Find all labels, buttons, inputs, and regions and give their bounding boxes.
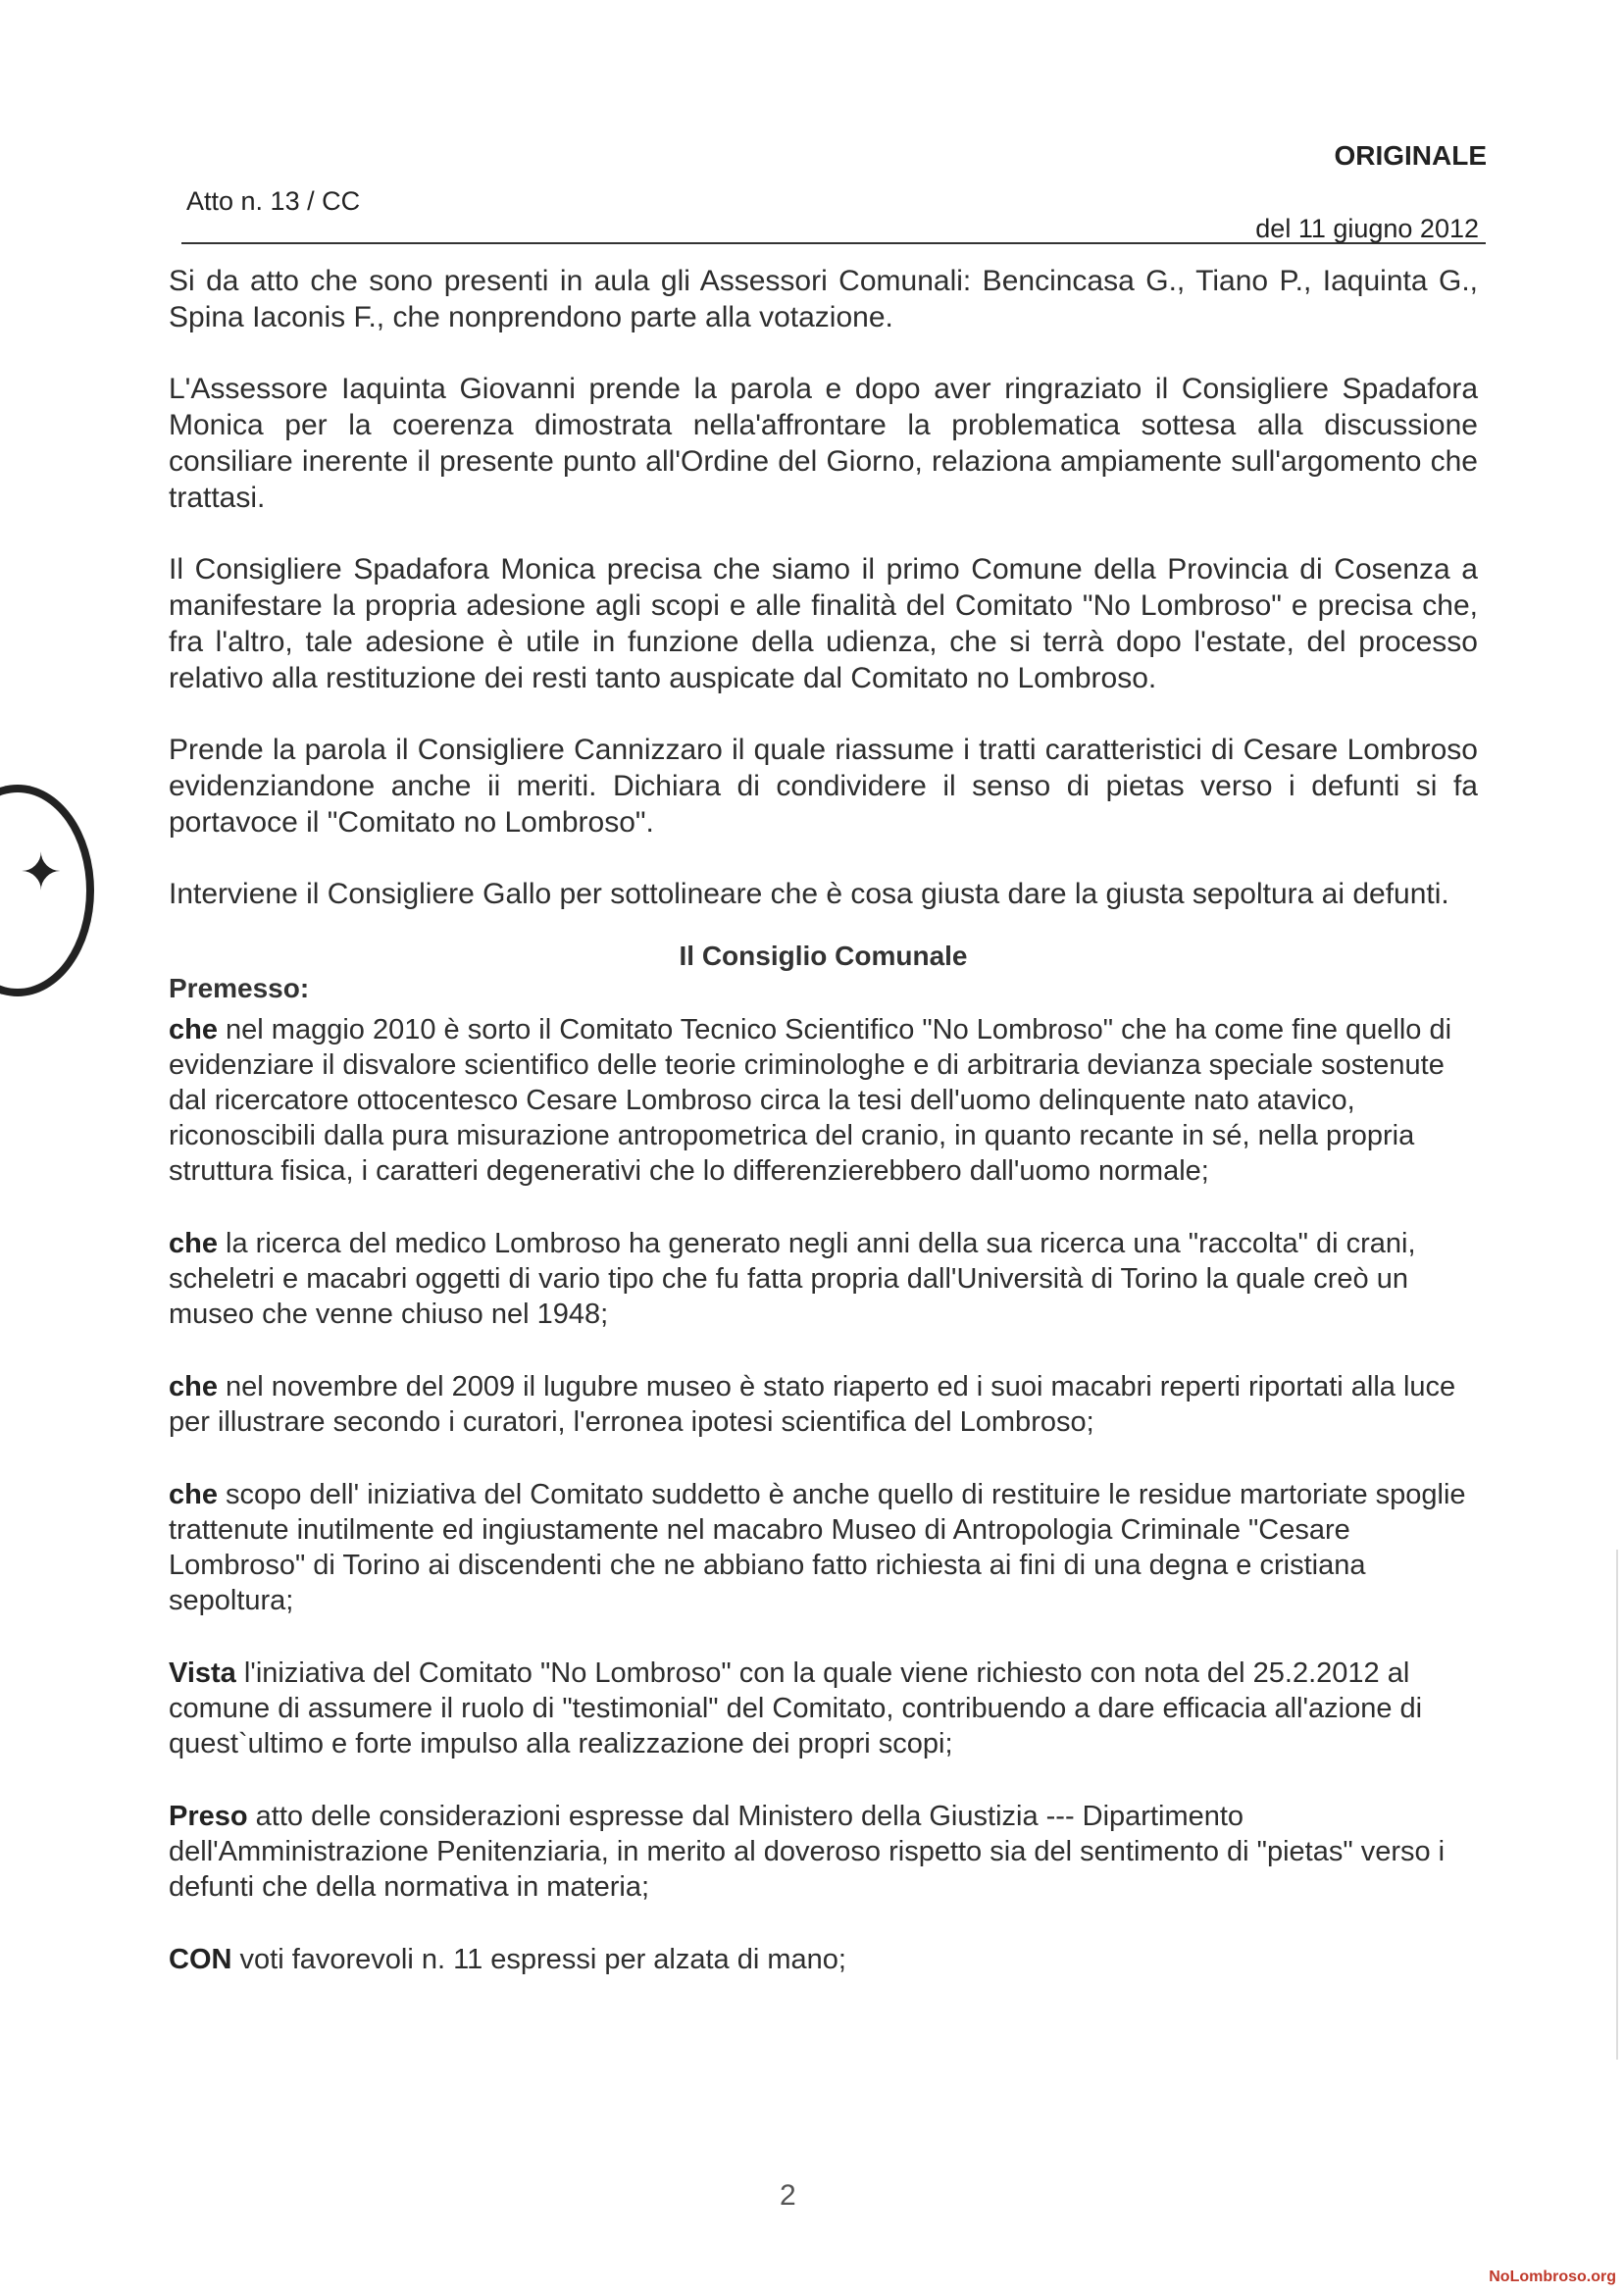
clause [169,1477,1478,1618]
section-title: Il Consiglio Comunale [679,941,968,971]
document-status: ORIGINALE [1334,140,1487,171]
clause-lead: che [169,1479,218,1510]
paragraph: Si da atto che sono presenti in aula gli Assessori Comunali: Bencincasa G., Tiano P., Iaquinta G., Spina Iaconis F., che nonprendono parte alla votazione. [169,265,1478,333]
paragraph: Interviene il Consigliere Gallo per sottolineare che è cosa giusta dare la giusta sepoltura ai defunti. [169,878,1449,910]
page-number: 2 [780,2179,796,2212]
clause-lead: CON [169,1944,232,1975]
paragraph: L'Assessore Iaquinta Giovanni prende la parola e dopo aver ringraziato il Consigliere Spadafora Monica per la coerenza dimostrata nella'affrontare la problematica sottesa alla discussione consiliare inerente il presente punto all'Ordine del Giorno, relaziona ampiamente sull'argomento che trattasi. [169,373,1478,514]
clause-text: l'iniziativa del Comitato "No Lombroso" con la quale viene richiesto con nota del 25.2.2012 al comune di assumere il ruolo di "testimonial" del Comitato, contribuendo a dare efficacia all'azione di quest`ultimo e forte impulso alla realizzazione dei propri scopi; [169,1657,1423,1759]
clause-lead: Vista [169,1657,236,1689]
clause [169,1369,1478,1440]
document-body [169,263,1478,2014]
paragraph: Il Consigliere Spadafora Monica precisa che siamo il primo Comune della Provincia di Cosenza a manifestare la propria adesione agli scopi e alle finalità del Comitato "No Lombroso" e precisa che, fra l'altro, tale adesione è utile in funzione della udienza, che si terrà dopo l'estate, del processo relativo alla restituzione dei resti tanto auspicate dal Comitato no Lombroso. [169,553,1478,694]
clause-text: scopo dell' iniziativa del Comitato suddetto è anche quello di restituire le residue martoriate spoglie trattenute inutilmente ed ingiustamente nel macabro Museo di Antropologia Criminale "Cesare Lombroso" di Torino ai discendenti che ne abbiano fatto richiesta ai fini di una degna e cristiana sepoltura; [169,1479,1466,1616]
clause [169,1799,1478,1905]
clause-text: nel maggio 2010 è sorto il Comitato Tecnico Scientifico "No Lombroso" che ha come fine quello di evidenziare il disvalore scientifico delle teorie criminologhe e di arbitraria devianza speciale sostenute dal ricercatore ottocentesco Cesare Lombroso circa la tesi dell'uomo delinquente nato atavico, riconoscibili dalla pura misurazione antropometrica del cranio, in quanto recante in sé, nella propria struttura fisica, i caratteri degenerativi che lo differenzierebbero dall'uomo normale; [169,1014,1452,1187]
clause-text: voti favorevoli n. 11 espressi per alzata di mano; [231,1944,846,1975]
act-date: del 11 giugno 2012 [1255,214,1479,243]
scan-artifact [1616,1550,1618,2060]
clause-lead: che [169,1371,218,1402]
paragraph: Prende la parola il Consigliere Cannizzaro il quale riassume i tratti caratteristici di Cesare Lombroso evidenziandone anche ii meriti. Dichiara di condividere il senso di pietas verso i defunti si fa portavoce il "Comitato no Lombroso". [169,734,1478,839]
clause-text: la ricerca del medico Lombroso ha generato negli anni della sua ricerca una "raccolta" di crani, scheletri e macabri oggetti di vario tipo che fu fatta propria dall'Università di Torino la quale creò un museo che venne chiuso nel 1948; [169,1228,1416,1330]
clause [169,1656,1478,1761]
clause [169,1012,1478,1189]
site-watermark: NoLombroso.org [1489,2269,1616,2285]
act-number: Atto n. 13 / CC [186,186,361,216]
clause-text: nel novembre del 2009 il lugubre museo è stato riaperto ed i suoi macabri reperti riportati alla luce per illustrare secondo i curatori, l'erronea ipotesi scientifica del Lombroso; [169,1371,1456,1438]
clause [169,1226,1478,1332]
stamp-emblem-icon: ✦ [20,844,63,901]
clause-lead: che [169,1014,218,1045]
clause-lead: che [169,1228,218,1259]
clause-text: atto delle considerazioni espresse dal Ministero della Giustizia --- Dipartimento dell'Amministrazione Penitenziaria, in merito al doveroso rispetto sia del sentimento di "pietas" verso i defunti che della normativa in materia; [169,1801,1446,1903]
clause [169,1942,1478,1977]
clause-lead: Preso [169,1801,248,1832]
premesso-label: Premesso: [169,973,310,1003]
